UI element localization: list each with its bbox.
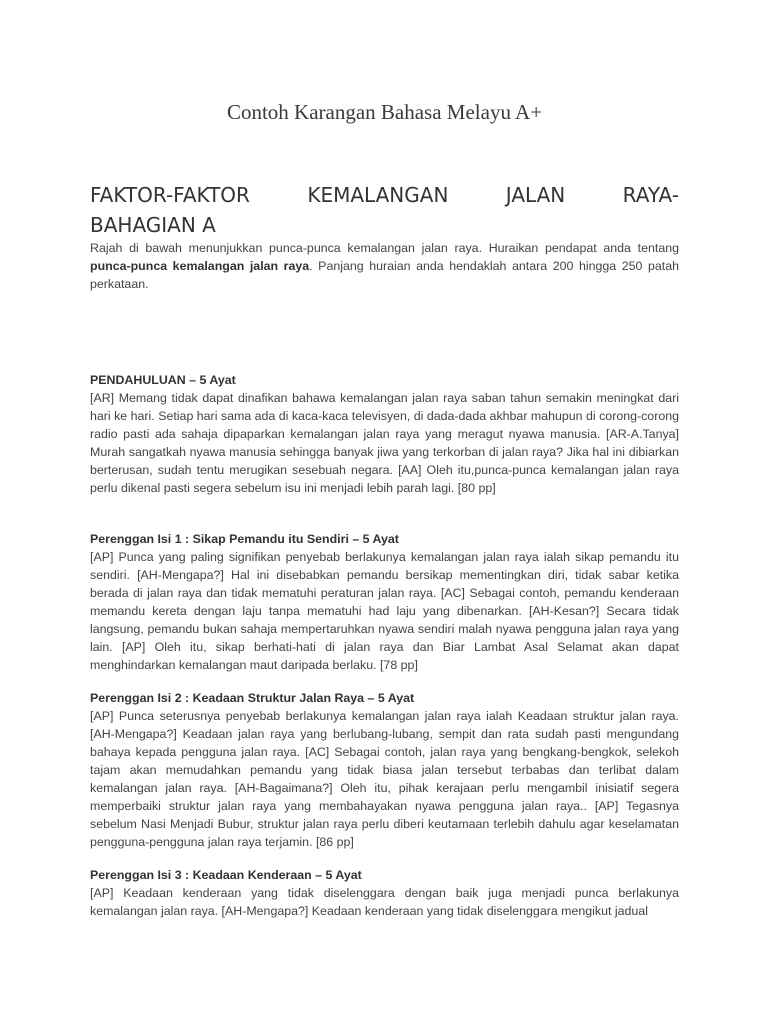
paragraph-section-1 [90, 530, 679, 674]
introduction-section [90, 371, 679, 497]
heading-word: FAKTOR-FAKTOR [90, 183, 250, 207]
paragraph-heading-2: Perenggan Isi 2 : Keadaan Struktur Jalan Raya – 5 Ayat [90, 691, 415, 705]
paragraph-body-1: [AP] Punca yang paling signifikan penyebab berlakunya kemalangan jalan raya ialah sikap pemandu itu sendiri. [AH-Mengapa?] Hal ini disebabkan pemandu bersikap mementingkan diri, tidak sabar ketika berada di jalan raya dan tidak mematuhi peraturan jalan raya. [AC] Sebagai contoh, pemandu kenderaan memandu kereta dengan laju tanpa mematuhi had laju yang dibenarkan. [AH-Kesan?] Secara tidak langsung, pemandu bukan sahaja mempertaruhkan nyawa sendiri malah nyawa pengguna jalan raya yang lain. [AP] Oleh itu, sikap berhati-hati di jalan raya dan Biar Lambat Asal Selamat akan dapat menghindarkan kemalangan maut daripada berlaku. [78 pp] [90, 550, 679, 672]
paragraph-heading-1: Perenggan Isi 1 : Sikap Pemandu itu Sendiri – 5 Ayat [90, 532, 399, 546]
prompt-text: Rajah di bawah menunjukkan punca-punca kemalangan jalan raya. Huraikan pendapat anda tentang [90, 241, 679, 255]
heading-word: JALAN [505, 183, 566, 207]
section-heading-line2: BAHAGIAN A [90, 213, 216, 237]
heading-word: RAYA- [622, 183, 679, 207]
paragraph-heading-3: Perenggan Isi 3 : Keadaan Kenderaan – 5 Ayat [90, 868, 362, 882]
introduction-body: [AR] Memang tidak dapat dinafikan bahawa kemalangan jalan raya saban tahun semakin meningkat dari hari ke hari. Setiap hari sama ada di kaca-kaca televisyen, di dada-dada akhbar mahupun di corong-corong radio pasti ada sahaja dipaparkan kemalangan jalan raya yang meragut nyawa manusia. [AR-A.Tanya] Murah sangatkah nyawa manusia sehingga banyak jiwa yang terkorban di jalan raya? Jika hal ini dibiarkan berterusan, sudah tentu merugikan sesebuah negara. [AA] Oleh itu,punca-punca kemalangan jalan raya perlu dikenal pasti segera sebelum isu ini menjadi lebih parah lagi. [80 pp] [90, 391, 679, 495]
heading-word: KEMALANGAN [307, 183, 449, 207]
paragraph-body-2: [AP] Punca seterusnya penyebab berlakunya kemalangan jalan raya ialah Keadaan struktur jalan raya. [AH-Mengapa?] Keadaan jalan raya yang berlubang-lubang, sempit dan rata sudah pasti mengundang bahaya kepada pengguna jalan raya. [AC] Sebagai contoh, jalan raya yang bengkang-bengkok, selekoh tajam akan memudahkan pemandu yang tidak biasa jalan tersebut terbabas dan terlibat dalam kemalangan jalan raya. [AH-Bagaimana?] Oleh itu, pihak kerajaan perlu mengambil inisiatif segera memperbaiki struktur jalan raya yang membahayakan nyawa pengguna jalan raya.. [AP] Tegasnya sebelum Nasi Menjadi Bubur, struktur jalan raya perlu diberi keutamaan terlebih dahulu agar keselamatan pengguna-pengguna jalan raya terjamin. [86 pp] [90, 709, 679, 849]
introduction-heading: PENDAHULUAN – 5 Ayat [90, 373, 236, 387]
document-title: Contoh Karangan Bahasa Melayu A+ [226, 100, 543, 124]
prompt-emphasis: punca-punca kemalangan jalan raya [90, 259, 310, 273]
paragraph-section-3 [90, 866, 679, 920]
paragraph-section-2 [90, 689, 679, 851]
section-heading [90, 180, 679, 240]
section-heading-line1 [90, 180, 679, 210]
paragraph-body-3: [AP] Keadaan kenderaan yang tidak diselenggara dengan baik juga menjadi punca berlakunya kemalangan jalan raya. [AH-Mengapa?] Keadaan kenderaan yang tidak diselenggara mengikut jadual [90, 886, 679, 918]
prompt-text: . Panjang huraian anda hendaklah antara 200 hingga 250 patah perkataan. [90, 259, 679, 291]
essay-prompt [90, 239, 679, 293]
